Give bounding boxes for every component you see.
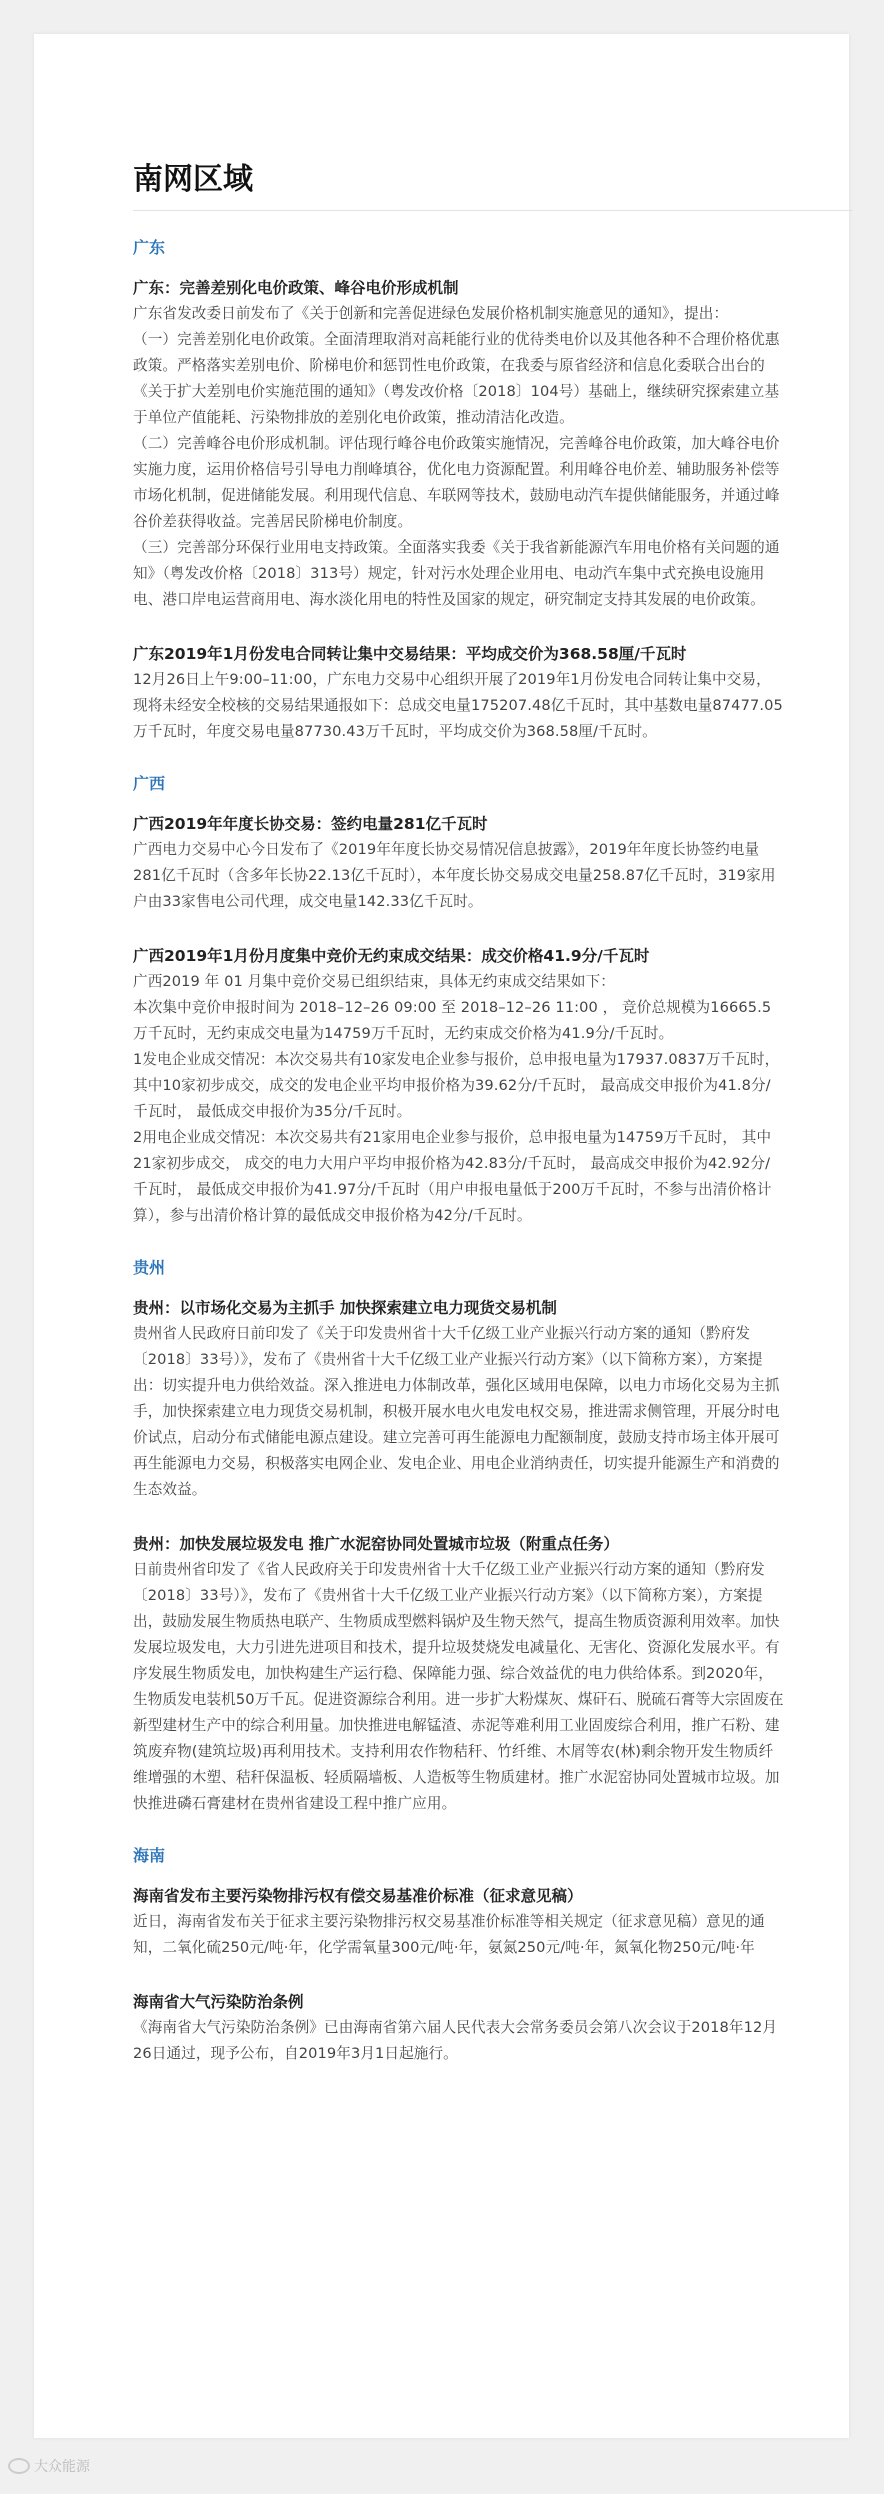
news-item-paragraph: 12月26日上午9:00–11:00，广东电力交易中心组织开展了2019年1月份发电合同转让集中交易，现将未经安全校核的交易结果通报如下：总成交电量175207.48亿千瓦时，其中基数电量87477.05万千瓦时，年度交易电量87730.43万千瓦时，平均成交价为368.58厘/千瓦时。	[133, 671, 783, 740]
news-item-paragraph: （三）完善部分环保行业用电支持政策。全面落实我委《关于我省新能源汽车用电价格有关问题的通知》（粤发改价格〔2018〕313号）规定，针对污水处理企业用电、电动汽车集中式充换电设施用电、港口岸电运营商用电、海水淡化用电的特性及国家的规定，研究制定支持其发展的电价政策。	[133, 539, 780, 608]
news-item-paragraph: 贵州省人民政府日前印发了《关于印发贵州省十大千亿级工业产业振兴行动方案的通知（黔府发〔2018〕33号）》，发布了《贵州省十大千亿级工业产业振兴行动方案》（以下简称方案），方案提出：切实提升电力供给效益。深入推进电力体制改革，强化区域用电保障，以电力市场化交易为主抓手，加快探索建立电力现货交易机制，积极开展水电火电发电权交易，推进需求侧管理，开展分时电价试点，启动分布式储能电源点建设。建立完善可再生能源电力配额制度，鼓励支持市场主体开展可再生能源电力交易，积极落实电网企业、发电企业、用电企业消纳责任，切实提升能源生产和消费的生态效益。	[133, 1325, 780, 1498]
news-item-paragraph: （一）完善差别化电价政策。全面清理取消对高耗能行业的优待类电价以及其他各种不合理价格优惠政策。严格落实差别电价、阶梯电价和惩罚性电价政策，在我委与原省经济和信息化委联合出台的《关于扩大差别电价实施范围的通知》（粤发改价格〔2018〕104号）基础上，继续研究探索建立基于单位产值能耗、污染物排放的差别化电价政策，推动清洁化改造。	[133, 331, 780, 426]
news-item	[133, 1295, 784, 1503]
news-item-title: 广东2019年1月份发电合同转让集中交易结果：平均成交价为368.58厘/千瓦时	[133, 645, 687, 663]
news-item	[133, 641, 784, 745]
news-item-paragraph: 《海南省大气污染防治条例》已由海南省第六届人民代表大会常务委员会第八次会议于2018年12月26日通过，现予公布，自2019年3月1日起施行。	[133, 2019, 778, 2062]
region-heading: 广西	[133, 774, 166, 793]
news-item	[133, 811, 784, 915]
news-item-paragraph: 1发电企业成交情况：本次交易共有10家发电企业参与报价，总申报电量为17937.0837万千瓦时， 其中10家初步成交，成交的发电企业平均申报价格为39.62分/千瓦时， 最高成交申报价为41.8分/千瓦时， 最低成交申报价为35分/千瓦时。	[133, 1051, 780, 1120]
article-card	[34, 34, 849, 2438]
news-item-title: 海南省大气污染防治条例	[133, 1993, 304, 2011]
page-title: 南网区域	[133, 160, 853, 211]
news-item-paragraph: 日前贵州省印发了《省人民政府关于印发贵州省十大千亿级工业产业振兴行动方案的通知（黔府发〔2018〕33号）》，发布了《贵州省十大千亿级工业产业振兴行动方案》（以下简称方案），方案提出，鼓励发展生物质热电联产、生物质成型燃料锅炉及生物天然气，提高生物质资源利用效率。加快发展垃圾发电，大力引进先进项目和技术，提升垃圾焚烧发电减量化、无害化、资源化发展水平。有序发展生物质发电，加快构建生产运行稳、保障能力强、综合效益优的电力供给体系。到2020年，生物质发电装机50万千瓦。促进资源综合利用。进一步扩大粉煤灰、煤矸石、脱硫石膏等大宗固废在新型建材生产中的综合利用量。加快推进电解锰渣、赤泥等难利用工业固废综合利用，推广石粉、建筑废弃物(建筑垃圾)再利用技术。支持利用农作物秸秆、竹纤维、木屑等农(林)剩余物开发生物质纤维增强的木塑、秸秆保温板、轻质隔墙板、人造板等生物质建材。推广水泥窑协同处置城市垃圾。加快推进磷石膏建材在贵州省建设工程中推广应用。	[133, 1561, 784, 1812]
news-item-title: 广西2019年1月份月度集中竞价无约束成交结果：成交价格41.9分/千瓦时	[133, 947, 650, 965]
news-item	[133, 1531, 784, 1817]
news-item-title: 贵州：加快发展垃圾发电 推广水泥窑协同处置城市垃圾（附重点任务）	[133, 1535, 619, 1553]
news-item	[133, 1883, 784, 1961]
news-item-paragraph: （二）完善峰谷电价形成机制。评估现行峰谷电价政策实施情况，完善峰谷电价政策，加大峰谷电价实施力度，运用价格信号引导电力削峰填谷，优化电力资源配置。利用峰谷电价差、辅助服务补偿等市场化机制，促进储能发展。利用现代信息、车联网等技术，鼓励电动汽车提供储能服务，并通过峰谷价差获得收益。完善居民阶梯电价制度。	[133, 435, 780, 530]
news-item	[133, 943, 784, 1229]
news-item-title: 贵州：以市场化交易为主抓手 加快探索建立电力现货交易机制	[133, 1299, 557, 1317]
regions-container	[133, 237, 784, 2067]
news-item-paragraph: 2用电企业成交情况：本次交易共有21家用电企业参与报价，总申报电量为14759万千瓦时， 其中21家初步成交， 成交的电力大用户平均申报价格为42.83分/千瓦时， 最高成交申报价为42.92分/千瓦时， 最低成交申报价为41.97分/千瓦时（用户申报电量低于200万千瓦时，不参与出清价格计算），参与出清价格计算的最低成交申报价格为42分/千瓦时。	[133, 1129, 772, 1224]
news-item-title: 海南省发布主要污染物排污权有偿交易基准价标准（征求意见稿）	[133, 1887, 583, 1905]
news-item-paragraph: 广东省发改委日前发布了《关于创新和完善促进绿色发展价格机制实施意见的通知》，提出：	[133, 305, 729, 322]
news-item-title: 广西2019年年度长协交易：签约电量281亿千瓦时	[133, 815, 488, 833]
region-heading: 海南	[133, 1846, 166, 1865]
news-item-paragraph: 本次集中竞价申报时间为 2018–12–26 09:00 至 2018–12–26 11:00 ， 竞价总规模为16665.5万千瓦时，无约束成交电量为14759万千瓦时，无约束成交价格为41.9分/千瓦时。	[133, 999, 772, 1042]
news-item-paragraph: 广西电力交易中心今日发布了《2019年年度长协交易情况信息披露》，2019年年度长协签约电量281亿千瓦时（含多年长协22.13亿千瓦时），本年度长协交易成交电量258.87亿千瓦时，319家用户由33家售电公司代理，成交电量142.33亿千瓦时。	[133, 841, 776, 910]
region-heading: 贵州	[133, 1258, 166, 1277]
news-item-paragraph: 广西2019 年 01 月集中竞价交易已组织结束，具体无约束成交结果如下：	[133, 973, 615, 990]
news-item-paragraph: 近日，海南省发布关于征求主要污染物排污权交易基准价标准等相关规定（征求意见稿）意见的通知，二氧化硫250元/吨·年，化学需氧量300元/吨·年，氨氮250元/吨·年，氮氧化物250元/吨·年	[133, 1913, 765, 1956]
watermark	[8, 2456, 90, 2476]
article-content	[133, 160, 784, 2095]
news-item-title: 广东：完善差别化电价政策、峰谷电价形成机制	[133, 279, 459, 297]
watermark-text: 大众能源	[34, 2459, 90, 2475]
news-item	[133, 275, 784, 613]
news-item	[133, 1989, 784, 2067]
eye-logo-icon	[8, 2458, 30, 2474]
region-heading: 广东	[133, 238, 166, 257]
